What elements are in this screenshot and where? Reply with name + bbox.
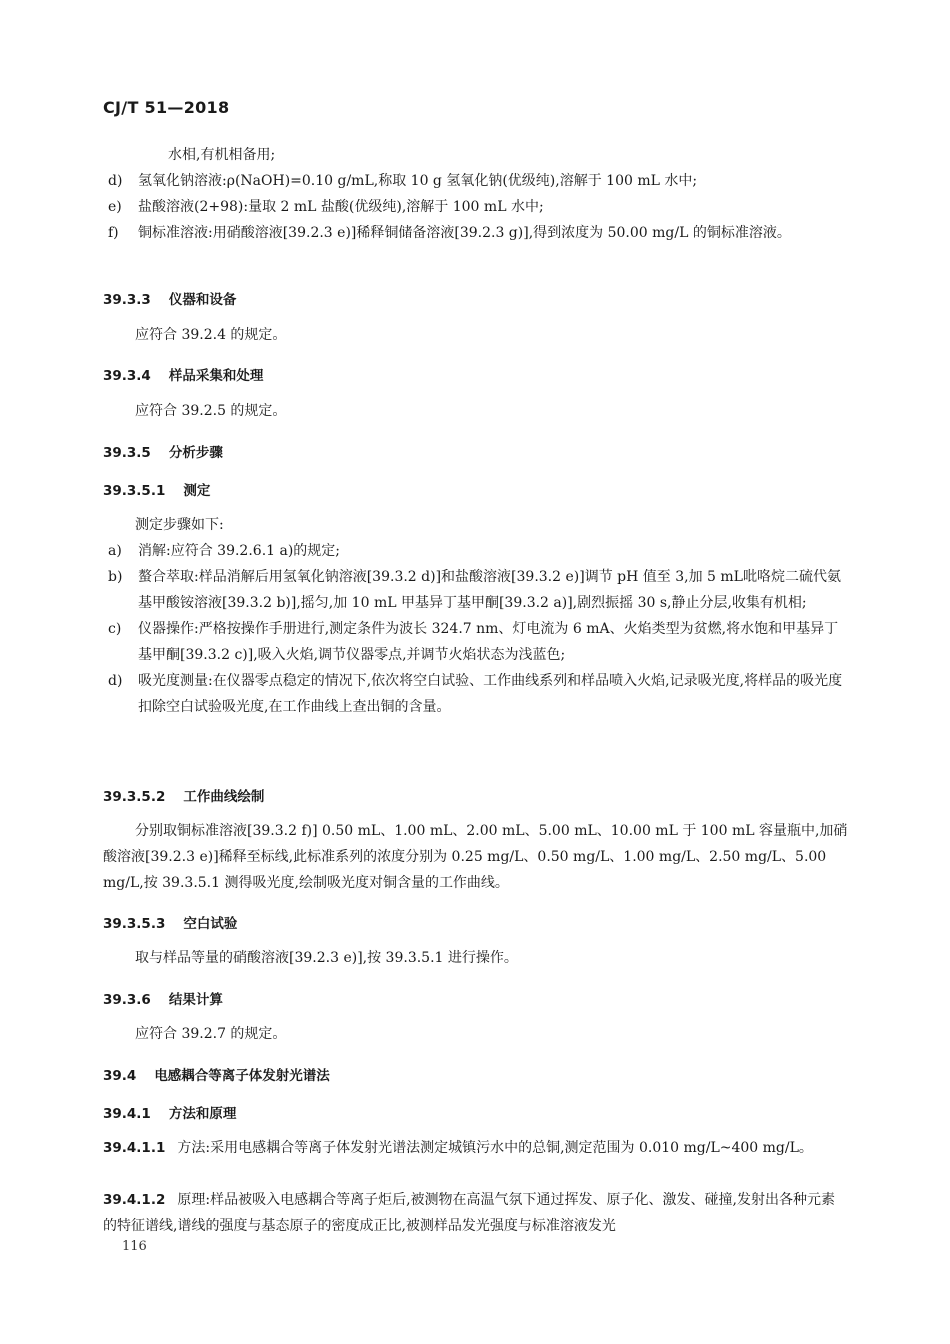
list-item-text: 铜标准溶液:用硝酸溶液[39.2.3 e)]稀释铜储备溶液[39.2.3 g)],得到浓度为 50.00 mg/L 的铜标准溶液。 [138,225,791,241]
list-item-text: 氢氧化钠溶液:ρ(NaOH)=0.10 g/mL,称取 10 g 氢氧化钠(优级纯),溶解于 100 mL 水中; [138,173,698,189]
section-number: 39.3.5.1 [103,483,166,499]
section-title: 方法和原理 [168,1106,237,1122]
section-number: 39.3.4 [103,368,151,384]
section-heading [103,288,236,308]
paragraph: 取与样品等量的硝酸溶液[39.2.3 e)],按 39.3.5.1 进行操作。 [135,950,518,966]
list-item [103,668,848,720]
section-heading [103,1102,236,1122]
list-item-text: 盐酸溶液(2+98):量取 2 mL 盐酸(优级纯),溶解于 100 mL 水中; [138,199,544,215]
list-item-text: 消解:应符合 39.2.6.1 a)的规定; [138,543,341,559]
section-heading [103,785,264,805]
section-number: 39.3.5 [103,445,151,461]
list-item-label: d) [108,673,123,689]
section-title: 空白试验 [183,916,238,932]
list-item-text: 吸光度测量:在仪器零点稳定的情况下,依次将空白试验、工作曲线系列和样品喷入火焰,记录吸光度,将样品的吸光度扣除空白试验吸光度,在工作曲线上查出铜的含量。 [138,673,843,715]
list-item [103,168,848,194]
section-heading [103,988,223,1008]
section-number: 39.4.1 [103,1106,151,1122]
section-title: 仪器和设备 [168,292,237,308]
list-item [103,616,848,668]
section-number: 39.3.5.3 [103,916,166,932]
numbered-paragraph [103,1135,848,1161]
list-item-text: 螯合萃取:样品消解后用氢氧化钠溶液[39.3.2 d)]和盐酸溶液[39.3.2 e)]调节 pH 值至 3,加 5 mL吡咯烷二硫代氨基甲酸铵溶液[39.3.2 b)],摇匀,加 10 mL 甲基异丁基甲酮[39.3.2 a)],剧烈振摇 30 s,静止分层,收集有机相; [138,569,841,611]
reagent-lead-text: 水相,有机相备用; [168,147,276,163]
section-title: 结果计算 [168,992,223,1008]
procedure-list [103,512,848,720]
standard-code-header: CJ/T 51—2018 [103,98,230,117]
section-number: 39.3.5.2 [103,789,166,805]
paragraph: 分别取铜标准溶液[39.3.2 f)] 0.50 mL、1.00 mL、2.00 mL、5.00 mL、10.00 mL 于 100 mL 容量瓶中,加硝酸溶液[39.2.3 e)]稀释至标线,此标准系列的浓度分别为 0.25 mg/L、0.50 mg/L、1.00 mg/L、2.50 mg/L、5.00 mg/L,按 39.3.5.1 测得吸光度,绘制吸光度对铜含量的工作曲线。 [103,823,848,891]
paragraph: 应符合 39.2.5 的规定。 [135,403,287,419]
paragraph-text: 方法:采用电感耦合等离子体发射光谱法测定城镇污水中的总铜,测定范围为 0.010 mg/L~400 mg/L。 [177,1140,813,1156]
section-heading [103,441,223,461]
list-item [103,194,848,220]
list-item-label: c) [108,621,122,637]
section-heading [103,479,210,499]
list-item-label: f) [108,225,119,241]
page-number: 116 [122,1239,147,1254]
section-heading [103,1064,330,1084]
section-number: 39.4 [103,1068,137,1084]
list-item-label: e) [108,199,122,215]
section-title: 测定 [183,483,211,499]
section-title: 样品采集和处理 [168,368,264,384]
paragraph: 应符合 39.2.4 的规定。 [135,327,287,343]
procedure-intro: 测定步骤如下: [135,517,224,533]
list-item-label: b) [108,569,123,585]
section-heading [103,364,263,384]
paragraph-text: 原理:样品被吸入电感耦合等离子炬后,被测物在高温气氛下通过挥发、原子化、激发、碰撞,发射出各种元素的特征谱线,谱线的强度与基态原子的密度成正比,被测样品发光强度与标准溶液发光 [103,1192,835,1234]
paragraph-number: 39.4.1.1 [103,1140,166,1156]
list-item-label: a) [108,543,122,559]
numbered-paragraph [103,1187,848,1239]
paragraph-number: 39.4.1.2 [103,1192,166,1208]
section-title: 工作曲线绘制 [183,789,265,805]
list-item-text: 仪器操作:严格按操作手册进行,测定条件为波长 324.7 nm、灯电流为 6 mA、火焰类型为贫燃,将水饱和甲基异丁基甲酮[39.3.2 c)],吸入火焰,调节仪器零点,并调节火焰状态为浅蓝色; [138,621,839,663]
section-title: 分析步骤 [168,445,223,461]
paragraph: 应符合 39.2.7 的规定。 [135,1026,287,1042]
reagent-list-continued [103,142,848,246]
section-number: 39.3.6 [103,992,151,1008]
list-item-label: d) [108,173,123,189]
section-number: 39.3.3 [103,292,151,308]
list-item [103,564,848,616]
list-item [103,538,848,564]
section-title: 电感耦合等离子体发射光谱法 [154,1068,330,1084]
list-item [103,220,848,246]
section-heading [103,912,237,932]
